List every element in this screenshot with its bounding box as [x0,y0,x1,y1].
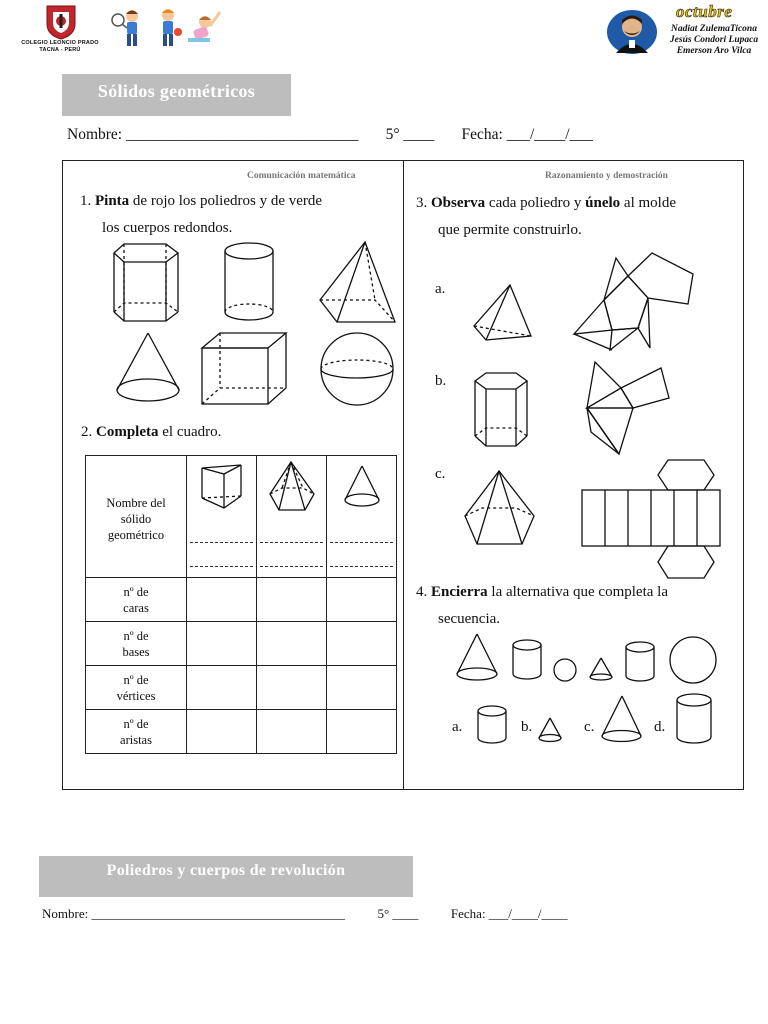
table-cell[interactable] [187,666,257,710]
student-info-row: Nombre: ______________________________ 5° ____ Fecha: ___/____/___ [67,126,593,143]
student-info-row-2: Nombre: _______________________________________ 5° ____ Fecha: ___/____/____ [42,906,568,921]
table-cell[interactable] [257,578,327,622]
sequence-sphere-large [667,634,719,686]
authors-list: Nadiat ZulemaTicona Jesús Condori Lupaca Emerson Aro Vilca [669,24,759,56]
row-label-faces: nº de caras [86,578,187,622]
author-portrait [606,9,658,55]
sequence-cylinder-medium [623,640,657,684]
question-4: 4. Encierra la alternativa que completa la secuencia. [416,584,668,627]
square-pyramid-shape [315,238,400,326]
section-tag-communication: Comunicación matemática [247,171,356,181]
properties-table [85,455,397,754]
option-d-cylinder[interactable] [673,692,715,746]
table-cell[interactable] [187,578,257,622]
q3-label-a: a. [435,281,446,297]
pentagonal-pyramid-icon [267,460,317,514]
table-cell[interactable] [327,578,397,622]
cone-shape [113,330,183,405]
option-b-cone[interactable] [536,716,564,744]
school-name: COLEGIO LEONCIO PRADO TACNA - PERÚ [21,40,99,53]
rectangular-prism-shape [198,330,288,408]
table-cell[interactable] [257,666,327,710]
q3a-pyramid-shape[interactable] [470,282,535,344]
triangular-prism-icon [199,462,245,512]
column-divider [403,160,404,790]
cylinder-shape [220,240,278,325]
table-cell[interactable] [327,710,397,754]
sequence-cylinder-small [510,638,544,682]
row-label-bases: nº de bases [86,622,187,666]
table-header-label: Nombre del sólido geométrico [86,456,187,578]
cone-icon [342,464,382,510]
table-cell[interactable] [187,710,257,754]
option-a-cylinder[interactable] [474,704,510,746]
row-label-vertices: nº de vértices [86,666,187,710]
school-crest-logo [44,4,78,40]
row-label-edges: nº de aristas [86,710,187,754]
q3b-prism-shape[interactable] [472,370,530,450]
table-cell[interactable] [257,710,327,754]
table-cell[interactable] [187,622,257,666]
table-shape-triangular-prism[interactable] [187,456,257,578]
q3-label-c: c. [435,466,446,482]
table-cell[interactable] [327,666,397,710]
worksheet-2-title: Poliedros y cuerpos de revolución [39,856,413,897]
table-shape-pentagonal-pyramid[interactable] [257,456,327,578]
option-a-label[interactable]: a. [452,719,463,735]
section-tag-reasoning: Razonamiento y demostración [545,171,668,181]
question-1: 1. Pinta de rojo los poliedros y de verde los cuerpos redondos. [80,193,323,236]
option-d-label[interactable]: d. [654,719,666,735]
q3c-net-shape[interactable] [580,458,722,582]
table-cell[interactable] [257,622,327,666]
sequence-sphere-small [552,657,578,683]
hexagonal-prism-shape [110,240,185,325]
question-2: 2. Completa el cuadro. [81,424,222,440]
q3c-pyramid-shape[interactable] [462,468,538,548]
table-cell[interactable] [327,622,397,666]
option-c-cone[interactable] [598,694,644,744]
month-title: octubre [676,2,733,21]
option-c-label[interactable]: c. [584,719,595,735]
sphere-shape [318,330,396,408]
sequence-cone-large [454,632,500,682]
children-playing-illustration [110,6,225,52]
q3-label-b: b. [435,373,447,389]
question-3: 3. Observa cada poliedro y únelo al molde que permite construirlo. [416,195,676,238]
q3a-net-shape[interactable] [570,250,700,352]
q3b-net-shape[interactable] [583,358,673,456]
option-b-label[interactable]: b. [521,719,533,735]
table-shape-cone[interactable] [327,456,397,578]
worksheet-title: Sólidos geométricos [62,74,291,116]
sequence-cone-small [588,656,614,682]
